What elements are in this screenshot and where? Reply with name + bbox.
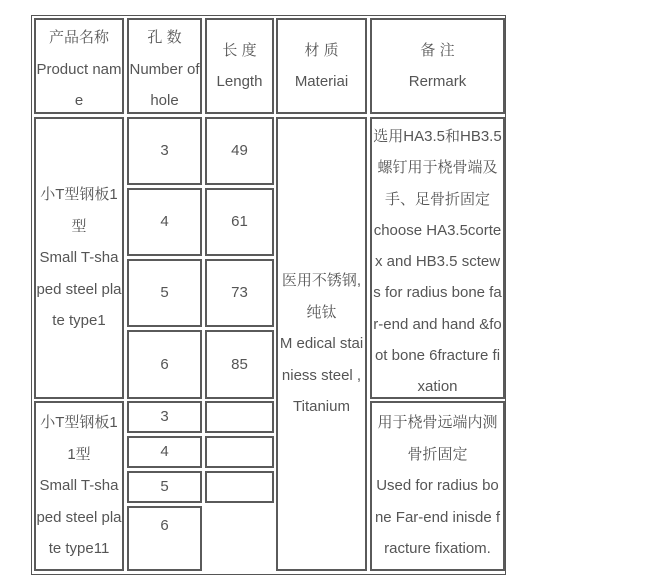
length-cell: 61: [205, 188, 274, 256]
length-cell: [205, 436, 274, 468]
length-cell: 85: [205, 330, 274, 399]
header-length: 长 度 Length: [205, 18, 274, 114]
length-cell: 49: [205, 117, 274, 185]
header-remark: 备 注 Rermark: [370, 18, 505, 114]
header-holes: 孔 数 Number of hole: [127, 18, 202, 114]
header-product-name: 产品名称 Product nam e: [34, 18, 124, 114]
product-name-cell: 小T型钢板1 1型 Small T-sha ped steel pla te type11: [34, 401, 124, 571]
holes-cell: 3: [127, 401, 202, 433]
header-material: 材 质 Materiai: [276, 18, 367, 114]
length-cell: 73: [205, 259, 274, 327]
holes-cell: 4: [127, 436, 202, 468]
holes-cell: 6: [127, 506, 202, 571]
holes-cell: 5: [127, 259, 202, 327]
product-name-cell: 小T型钢板1 型 Small T-sha ped steel pla te type1: [34, 117, 124, 399]
length-cell: [205, 471, 274, 503]
holes-cell: 3: [127, 117, 202, 185]
length-cell: [205, 401, 274, 433]
holes-cell: 4: [127, 188, 202, 256]
material-cell: 医用不锈钢, 纯钛 M edical stai niess steel , Titanium: [276, 117, 367, 571]
remark-cell: 用于桡骨远端内测 骨折固定 Used for radius bo ne Far-end inisde f racture fixatiom.: [370, 401, 505, 571]
holes-cell: 5: [127, 471, 202, 503]
holes-cell: 6: [127, 330, 202, 399]
remark-cell: 选用HA3.5和HB3.5 螺钉用于桡骨端及 手、足骨折固定 choose HA3.5corte x and HB3.5 sctew s for radius bone fa r-end and hand &fo ot bone 6fracture fi xation: [370, 117, 505, 399]
